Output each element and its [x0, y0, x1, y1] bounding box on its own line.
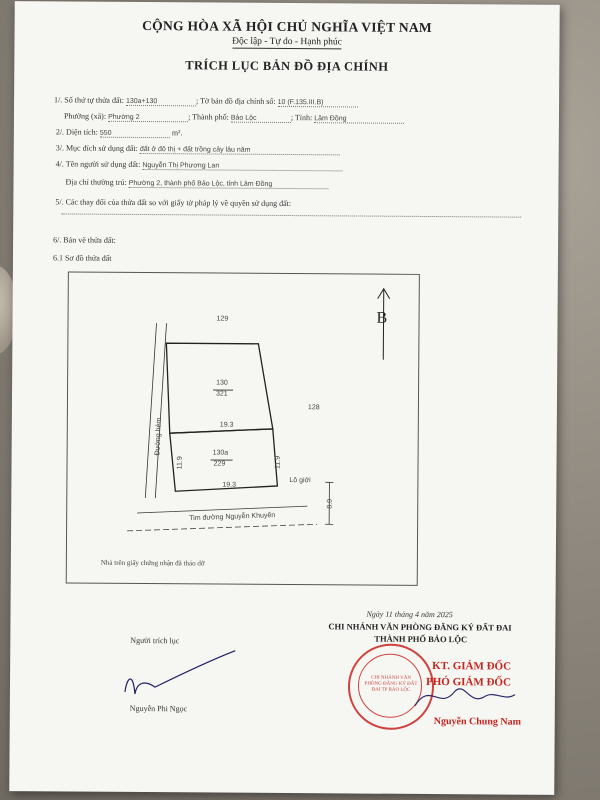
extractor-name: Nguyễn Phi Ngọc	[129, 703, 188, 714]
official-stamp: CHI NHÁNH VĂN PHÒNG ĐĂNG KÝ ĐẤT ĐAI TP BẢO LỘC	[348, 643, 435, 730]
parcel-130-id: 130	[216, 379, 228, 387]
neighbor-129: 129	[216, 315, 229, 323]
boundary-label: Lô giới	[289, 477, 311, 485]
extractor-signature	[115, 642, 240, 703]
drawing-label: 6/. Bản vẽ thửa đất:	[53, 235, 116, 245]
extractor-title: Người trích lục	[130, 635, 180, 646]
issue-date: Ngày 11 tháng 4 năm 2025	[366, 609, 453, 620]
changes-row: 5/. Các thay đổi của thửa đất so với giấy tờ pháp lý về quyền sử dụng đất:	[55, 197, 292, 209]
road-center-label: Tim đường Nguyễn Khuyến	[189, 512, 276, 523]
for-director-label: KT. GIÁM ĐỐC	[432, 660, 512, 673]
area-row: 2/. Diện tích: 550 m².	[55, 127, 183, 138]
location-row: Phường (xã): Phường 2 ; Thành phố: Bảo Lộc ; Tỉnh: Lâm Đồng	[64, 111, 404, 123]
side-right-label: 11.9	[274, 455, 282, 470]
deputy-director-label: PHÓ GIÁM ĐỐC	[425, 675, 512, 689]
director-name: Nguyễn Chung Nam	[433, 716, 522, 728]
setback-label: 8.0	[326, 498, 334, 509]
boundary-line	[137, 505, 307, 514]
north-label: B	[376, 309, 388, 327]
parcel-130a-number: 229	[213, 460, 226, 468]
neighbor-128: 128	[307, 404, 320, 412]
sketch-drawing	[67, 272, 419, 584]
address-row: Địa chỉ thường trú: Phường 2, thành phố Bảo Lộc, tỉnh Lâm Đồng	[65, 177, 328, 189]
city-branch-name: THÀNH PHỐ BẢO LỘC	[374, 633, 468, 645]
owner-row: 4/. Tên người sử dụng đất: Nguyễn Thị Phương Lan	[56, 159, 343, 171]
demolished-note: Nhà trên giấy chứng nhận đã tháo dỡ	[100, 558, 205, 568]
sketch-label: 6.1 Sơ đồ thửa đất	[52, 253, 112, 263]
parcel-130-number: 321	[216, 390, 228, 398]
director-signature	[410, 676, 520, 717]
branch-name: CHI NHÁNH VĂN PHÒNG ĐĂNG KÝ ĐẤT ĐAI	[328, 621, 512, 633]
width-bottom-label: 19.3	[222, 481, 237, 489]
changes-dotted-line	[61, 213, 521, 217]
parcel-130-outline	[166, 343, 274, 434]
parcel-number-row: 1/. Số thứ tự thửa đất: 130a+130 ; Tờ bản đồ địa chính số: 10 (F.135.III.B)	[54, 95, 358, 107]
road-line-left	[145, 323, 156, 498]
motto: Độc lập - Tự do - Hạnh phúc	[232, 36, 342, 48]
document-page	[9, 1, 560, 795]
parcel-130a-id: 130a	[212, 449, 229, 457]
republic-heading: CỘNG HÒA XÃ HỘI CHỦ NGHĨA VIỆT NAM	[142, 17, 433, 36]
side-left-label: 11.9	[176, 456, 184, 470]
road-line-right	[155, 323, 166, 498]
road-center-line	[127, 523, 317, 532]
purpose-row: 3/. Mục đích sử dụng đất: đất ở đô thị + đất trồng cây lâu năm	[56, 143, 340, 155]
width-mid-label: 19.3	[219, 421, 234, 429]
parcel-sketch	[66, 271, 420, 585]
alley-road-label: Đường hẻm	[154, 417, 163, 456]
document-title: TRÍCH LỤC BẢN ĐỒ ĐỊA CHÍNH	[185, 58, 389, 74]
